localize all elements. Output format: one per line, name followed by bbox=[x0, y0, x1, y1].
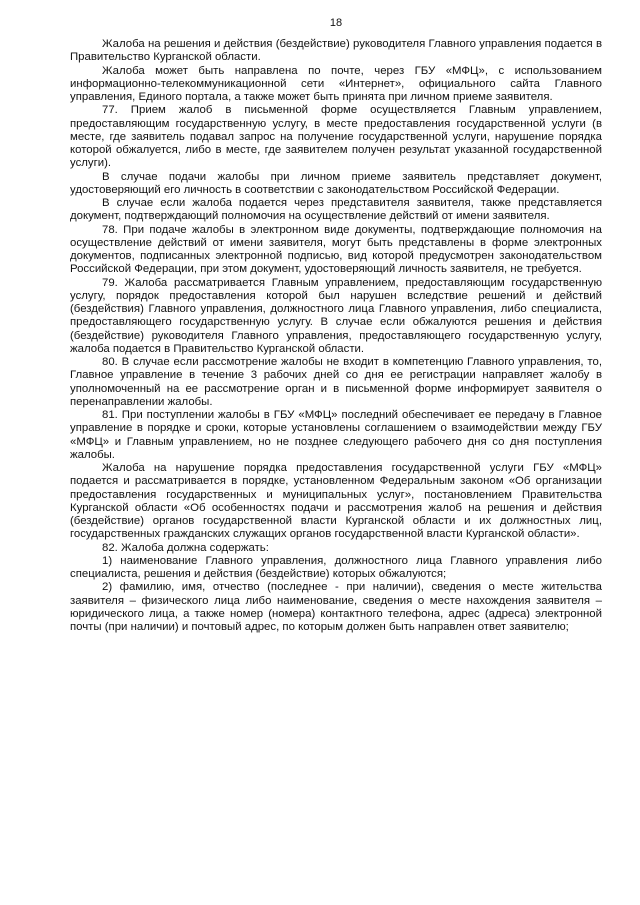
paragraph-item-79: 79. Жалоба рассматривается Главным управлением, предоставляющим государственную услугу, порядок предоставления которой был нарушен вследствие решений и действий (бездействия) Главного управления, должностного лица Главного управления, либо специалиста, предоставляющего государственную услугу. В случае если обжалуются решения и действия (бездействие) руководителя Главного управления, предоставляющего государственную услугу, жалоба подается в Правительство Курганской области. bbox=[70, 276, 602, 355]
paragraph: Жалоба на решения и действия (бездействие) руководителя Главного управления подается в Правительство Курганской области. bbox=[70, 38, 602, 64]
list-item-2: 2) фамилию, имя, отчество (последнее - при наличии), сведения о месте жительства заявителя – физического лица либо наименование, сведения о месте нахождения заявителя – юридического лица, а также номер (номера) контактного телефона, адрес (адреса) электронной почты (при наличии) и почтовый адрес, по которым должен быть направлен ответ заявителю; bbox=[70, 581, 602, 633]
page-number: 18 bbox=[329, 17, 343, 29]
paragraph-item-82: 82. Жалоба должна содержать: bbox=[102, 541, 269, 554]
paragraph: В случае подачи жалобы при личном приеме заявитель представляет документ, удостоверяющий его личность в соответствии с законодательством Российской Федерации. bbox=[70, 170, 602, 196]
paragraph: Жалоба на нарушение порядка предоставления государственной услуги ГБУ «МФЦ» подается и рассматривается в порядке, установленном Федеральным законом «Об организации предоставления государственных и муниципальных услуг», постановлением Правительства Курганской области «Об особенностях подачи и рассмотрения жалоб на решения и действия (бездействие) органов государственной власти Курганской области и их должностных лиц, государственных гражданских служащих органов государственной власти Курганской области». bbox=[70, 462, 602, 541]
paragraph-item-80: 80. В случае если рассмотрение жалобы не входит в компетенцию Главного управления, то, Главное управление в течение 3 рабочих дней со дня ее регистрации направляет жалобу в уполномоченный на ее рассмотрение орган и в письменной форме информирует заявителя о перенаправлении жалобы. bbox=[70, 356, 602, 408]
list-item-1: 1) наименование Главного управления, должностного лица Главного управления либо специалиста, решения и действия (бездействие) которых обжалуются; bbox=[70, 554, 602, 580]
paragraph-item-78: 78. При подаче жалобы в электронном виде документы, подтверждающие полномочия на осуществление действий от имени заявителя, могут быть представлены в форме электронных документов, подписанных электронной подписью, вид которой предусмотрен законодательством Российской Федерации, при этом документ, удостоверяющий личность заявителя, не требуется. bbox=[70, 223, 602, 276]
document-body bbox=[70, 38, 602, 634]
paragraph-item-77: 77. Прием жалоб в письменной форме осуществляется Главным управлением, предоставляющим государственную услугу, в месте предоставления государственной услуги (в месте, где заявитель подавал запрос на получение государственной услуги, нарушение порядка которой обжалуется, либо в месте, где заявителем получен результат указанной государственной услуги). bbox=[70, 104, 602, 170]
paragraph-item-81: 81. При поступлении жалобы в ГБУ «МФЦ» последний обеспечивает ее передачу в Главное управление в порядке и сроки, которые установлены соглашением о взаимодействии между ГБУ «МФЦ» и Главным управлением, но не позднее следующего рабочего дня со дня поступления жалобы. bbox=[70, 409, 602, 461]
paragraph: В случае если жалоба подается через представителя заявителя, также представляется документ, подтверждающий полномочия на осуществление действий от имени заявителя. bbox=[70, 197, 602, 223]
paragraph: Жалоба может быть направлена по почте, через ГБУ «МФЦ», с использованием информационно-телекоммуникационной сети «Интернет», официального сайта Главного управления, Единого портала, а также может быть принята при личном приеме заявителя. bbox=[70, 64, 602, 103]
